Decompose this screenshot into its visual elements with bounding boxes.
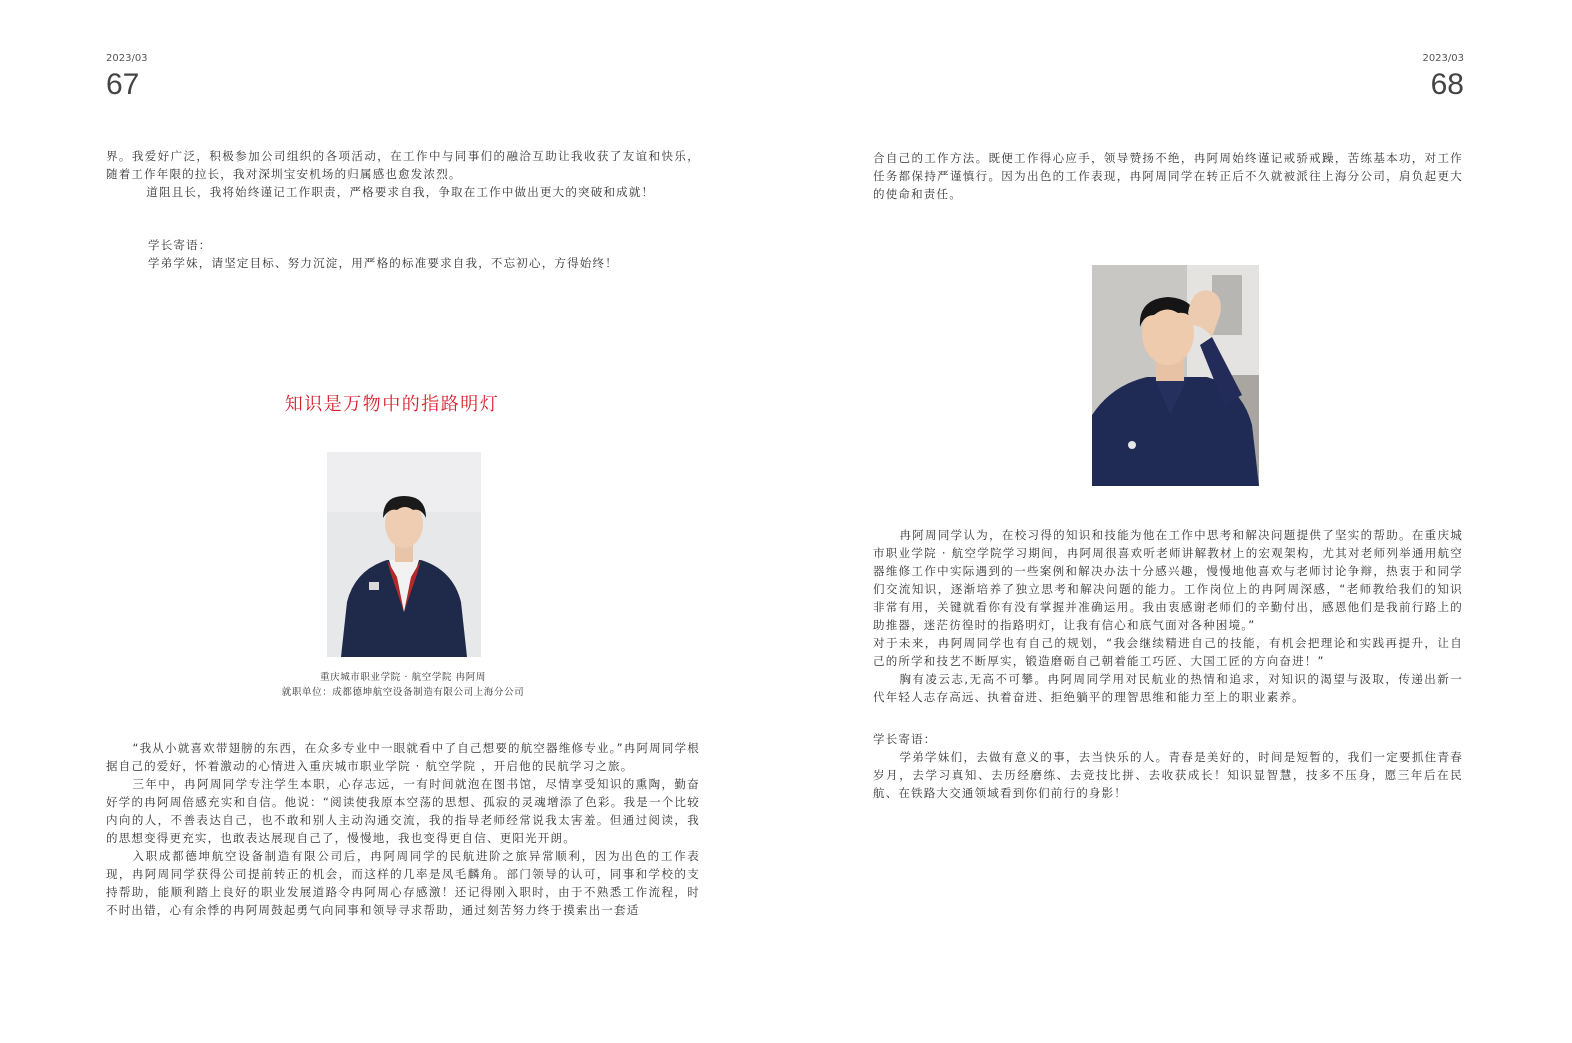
body-paragraph: “我从小就喜欢带翅膀的东西，在众多专业中一眼就看中了自己想要的航空器维修专业。”冉阿周同学根据自己的爱好，怀着激动的心情进入重庆城市职业学院 · 航空学院 ，开启他的民航学习之旅。 <box>106 741 700 773</box>
intro-paragraph: 道阻且长，我将始终谨记工作职责，严格要求自我，争取在工作中做出更大的突破和成就！ <box>146 185 655 199</box>
body-paragraph: 入职成都德坤航空设备制造有限公司后，冉阿周同学的民航进阶之旅异常顺利，因为出色的工作表现，冉阿周同学获得公司提前转正的机会，而这样的几率是凤毛麟角。部门领导的认可，同事和学校的支持帮助，能顺利踏上良好的职业发展道路令冉阿周心存感激！还记得刚入职时，由于不熟悉工作流程，时不时出错，心有余悸的冉阿周鼓起勇气向同事和领导寻求帮助，通过刻苦努力终于摸索出一套适 <box>106 849 700 917</box>
advice-block <box>148 236 700 272</box>
article-body <box>873 526 1463 706</box>
student-selfie-photo <box>1092 265 1259 486</box>
advice-label: 学长寄语： <box>148 238 212 252</box>
selfie-illustration <box>1092 265 1259 486</box>
intro-paragraph: 界。我爱好广泛，积极参加公司组织的各项活动，在工作中与同事们的融洽互助让我收获了友谊和快乐，随着工作年限的拉长，我对深圳宝安机场的归属感也愈发浓烈。 <box>106 149 700 181</box>
intro-text <box>106 147 700 201</box>
caption-school: 重庆城市职业学院 · 航空学院 冉阿周 <box>320 672 486 683</box>
portrait-illustration <box>327 452 481 657</box>
right-page <box>786 0 1572 1043</box>
body-paragraph: 冉阿周同学认为，在校习得的知识和技能为他在工作中思考和解决问题提供了坚实的帮助。在重庆城市职业学院 · 航空学院学习期间，冉阿周很喜欢听老师讲解教材上的宏观架构，尤其对老师列举通用航空器维修工作中实际遇到的一些案例和解决办法十分感兴趣，慢慢地他喜欢与老师讨论争辩，热衷于和同学们交流知识，逐渐培养了独立思考和解决问题的能力。工作岗位上的冉阿周深感，“老师教给我们的知识非常有用，关键就看你有没有掌握并准确运用。我由衷感谢老师们的辛勤付出，感恩他们是我前行路上的助推器，迷茫彷徨时的指路明灯，让我有信心和底气面对各种困境。” <box>873 528 1463 632</box>
advice-label: 学长寄语： <box>873 732 937 746</box>
article-body <box>106 739 700 919</box>
body-paragraph: 胸有凌云志,无高不可攀。冉阿周同学用对民航业的热情和追求，对知识的渴望与汲取，传递出新一代年轻人志存高远、执着奋进、拒绝躺平的理智思维和能力至上的职业素养。 <box>873 672 1463 704</box>
body-paragraph: 三年中，冉阿周同学专注学生本职，心存志远，一有时间就泡在图书馆，尽情享受知识的熏陶，勤奋好学的冉阿周倍感充实和自信。他说：“阅读使我原本空荡的思想、孤寂的灵魂增添了色彩。我是一个比较内向的人，不善表达自己，也不敢和别人主动沟通交流，我的指导老师经常说我太害羞。但通过阅读，我的思想变得更充实，也敢表达展现自己了，慢慢地，我也变得更自信、更阳光开朗。 <box>106 777 700 845</box>
page-date: 2023/03 <box>106 53 148 64</box>
article-title: 知识是万物中的指路明灯 <box>284 394 500 415</box>
page-number: 67 <box>106 68 140 101</box>
photo-caption <box>106 670 700 700</box>
continued-text <box>873 149 1463 203</box>
continued-paragraph: 合自己的工作方法。既便工作得心应手，领导赞扬不绝，冉阿周始终谨记戒骄戒躁，苦练基本功，对工作任务都保持严谨慎行。因为出色的工作表现，冉阿周同学在转正后不久就被派往上海分公司，肩负起更大的使命和责任。 <box>873 151 1463 201</box>
page-date: 2023/03 <box>1422 53 1464 64</box>
advice-block <box>873 730 1463 802</box>
body-paragraph: 对于未来，冉阿周同学也有自己的规划，“我会继续精进自己的技能，有机会把理论和实践再提升，让自己的所学和技艺不断厚实，锻造磨砺自己朝着能工巧匠、大国工匠的方向奋进！” <box>873 636 1463 668</box>
page-number: 68 <box>1430 68 1464 101</box>
advice-text: 学弟学妹们，去做有意义的事，去当快乐的人。青春是美好的，时间是短暂的，我们一定要抓住青春岁月，去学习真知、去历经磨练、去竞技比拼、去收获成长！知识显智慧，技多不压身，愿三年后在民航、在铁路大交通领域看到你们前行的身影！ <box>873 750 1463 800</box>
advice-text: 学弟学妹，请坚定目标、努力沉淀，用严格的标准要求自我，不忘初心，方得始终！ <box>148 256 618 270</box>
student-portrait-photo <box>327 452 481 657</box>
caption-employer: 就职单位：成都德坤航空设备制造有限公司上海分公司 <box>281 687 525 698</box>
